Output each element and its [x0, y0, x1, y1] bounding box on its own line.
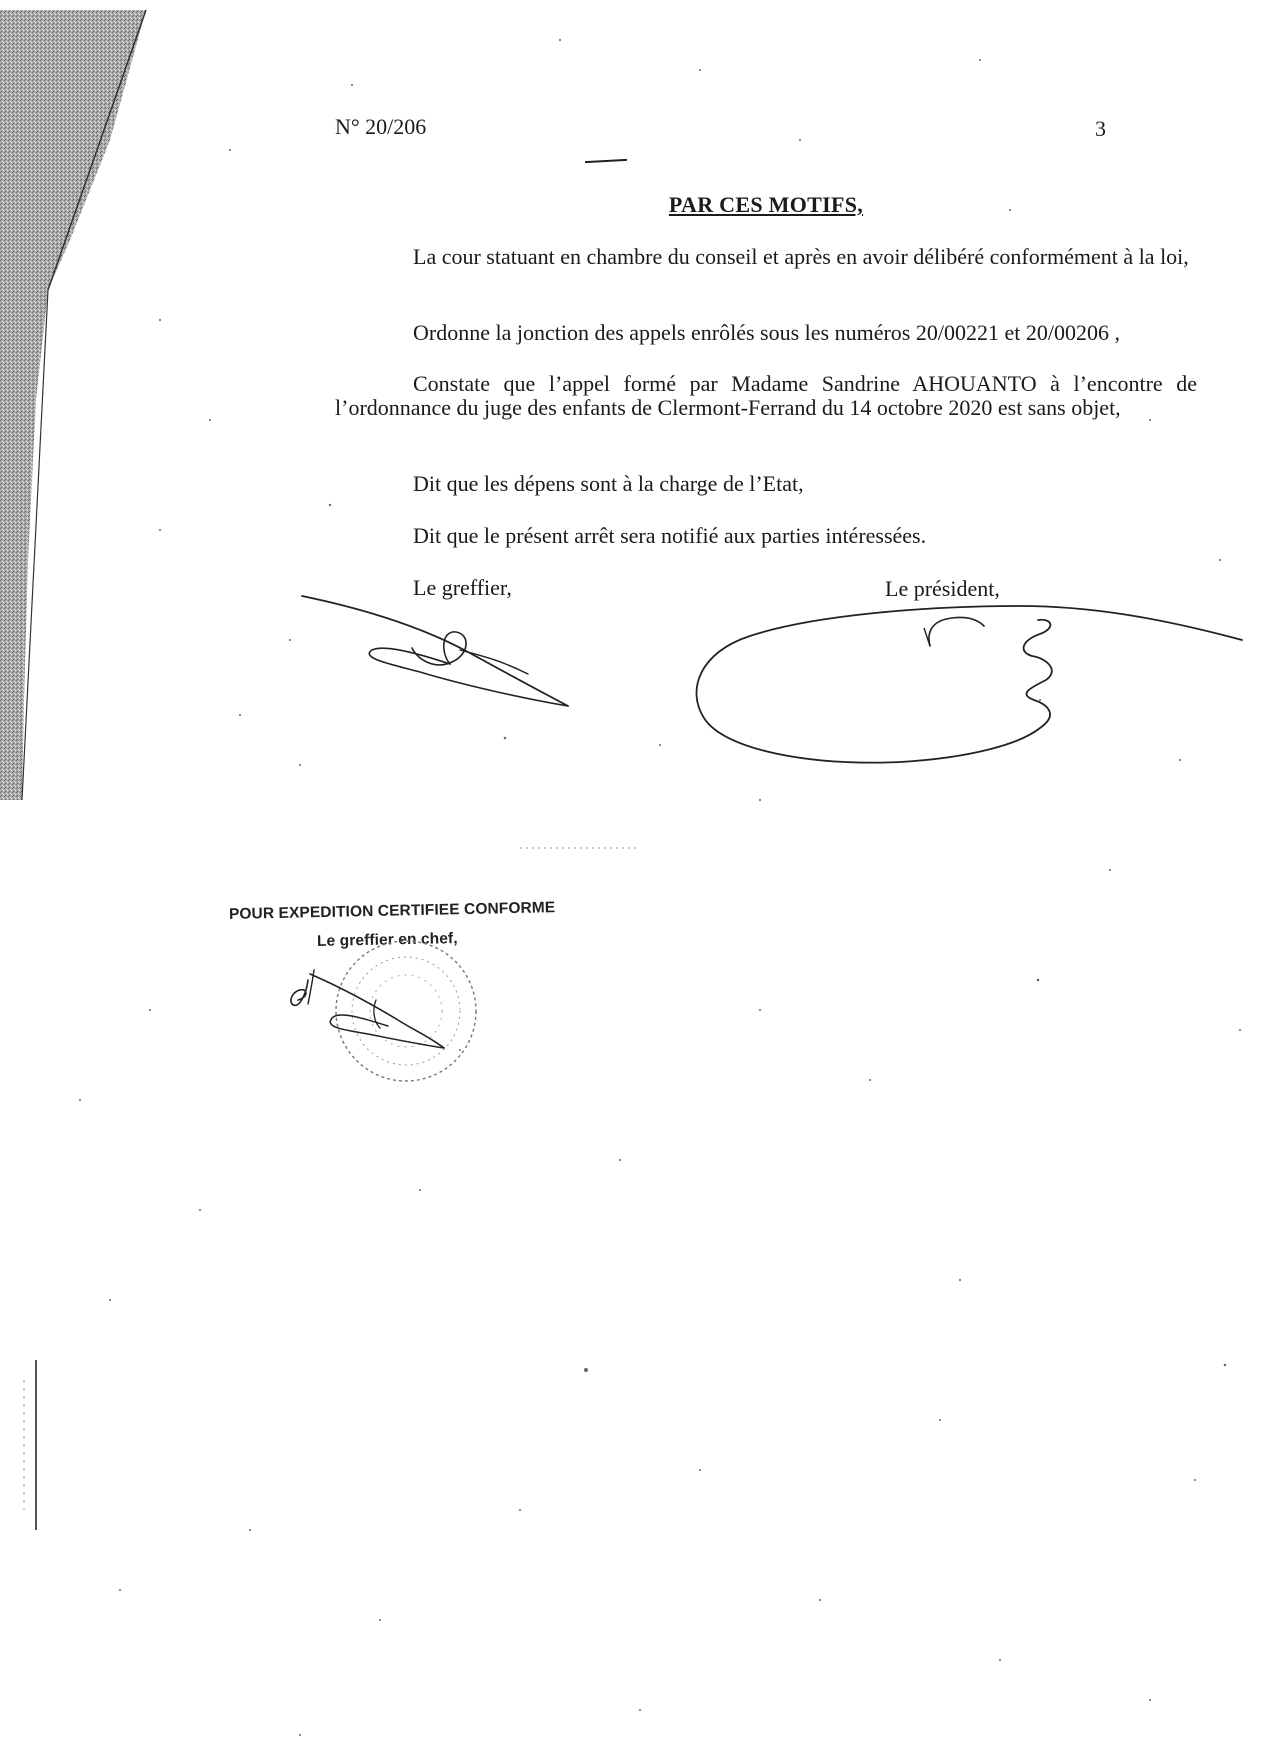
chief-greffier-signature [258, 940, 458, 1065]
paragraph-jonction: Ordonne la jonction des appels enrôlés sous les numéros 20/00221 et 20/00206 , [413, 320, 1120, 345]
scan-edge-artifact-lower [14, 1360, 44, 1530]
paragraph-depens: Dit que les dépens sont à la charge de l’Etat, [413, 471, 804, 496]
greffier-label: Le greffier, [413, 575, 512, 600]
paragraph-constate: Constate que l’appel formé par Madame Sandrine AHOUANTO à l’encontre de l’ordonnance du juge des enfants de Clermont-Ferrand du 14 octobre 2020 est sans objet, [335, 371, 1197, 420]
scan-edge-artifact [0, 0, 160, 820]
certification-stamp-title: POUR EXPEDITION CERTIFIEE CONFORME [228, 899, 556, 923]
certification-stamp-subtitle: Le greffier en chef, [316, 930, 458, 950]
paragraph-preamble: La cour statuant en chambre du conseil et après en avoir délibéré conformément à la loi, [413, 244, 1189, 269]
section-heading: PAR CES MOTIFS, [668, 192, 864, 217]
greffier-signature [300, 590, 580, 710]
pen-mark [585, 159, 627, 163]
paragraph-notification: Dit que le présent arrêt sera notifié aux parties intéressées. [413, 523, 927, 548]
president-signature [690, 600, 1250, 770]
page-number: 3 [1095, 116, 1106, 141]
president-label: Le président, [885, 576, 1000, 601]
case-reference: N° 20/206 [335, 114, 427, 139]
